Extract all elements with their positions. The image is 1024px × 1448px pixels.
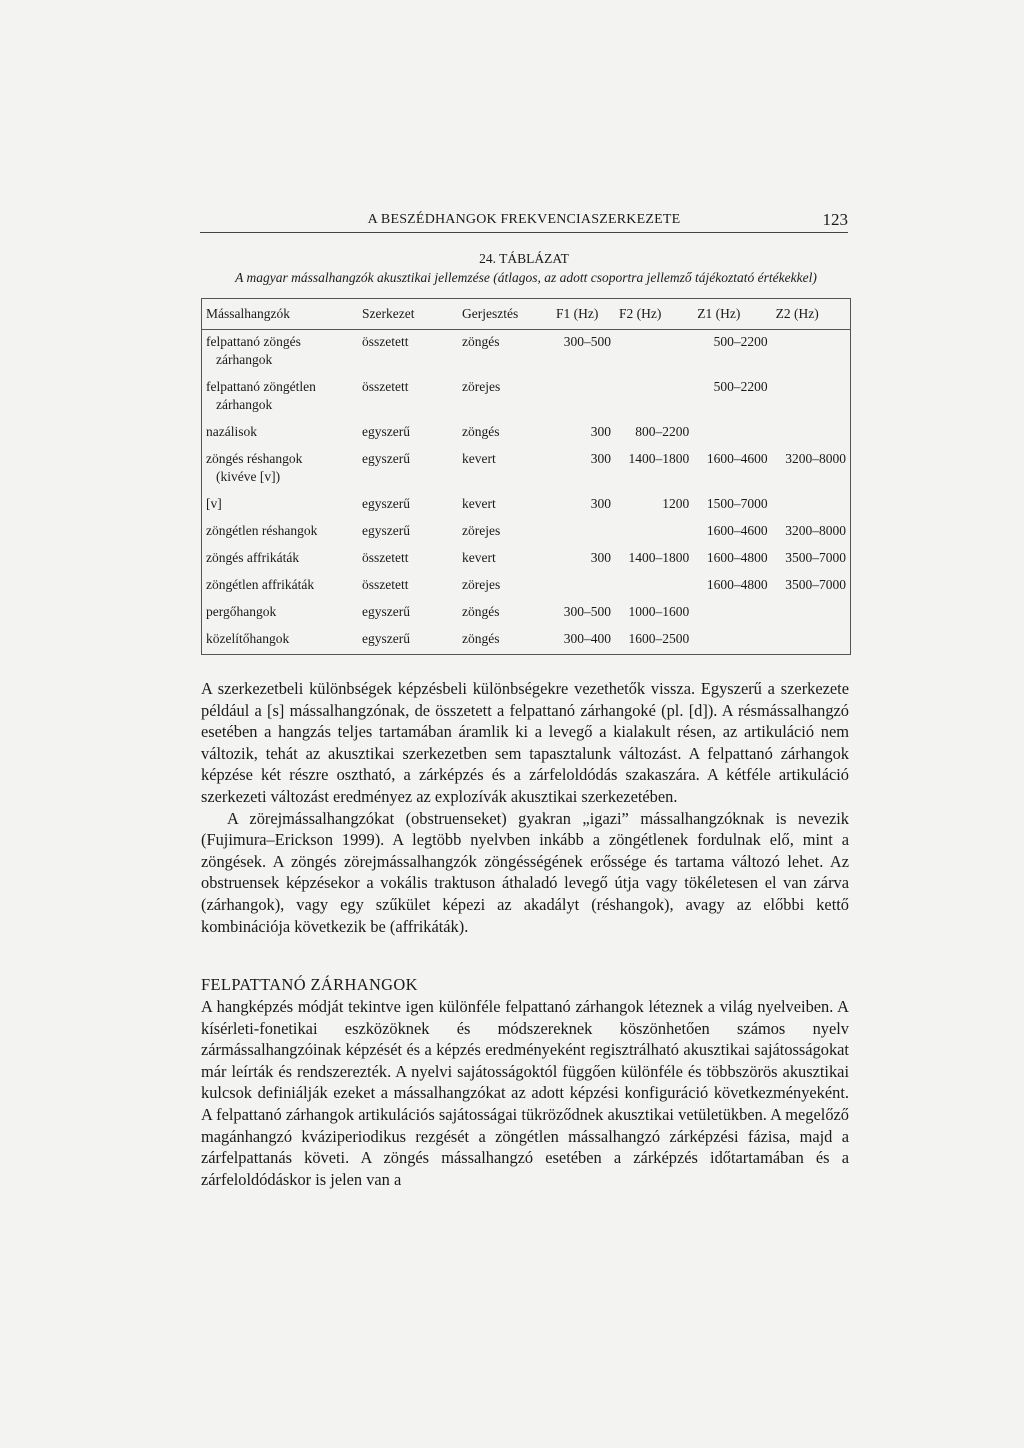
cell-z1: 1600–4800 — [706, 550, 768, 565]
cell-z1 — [693, 600, 771, 627]
cell-szerkezet: összetett — [362, 334, 409, 349]
consonant-group-name: felpattanó zöngétlen — [206, 379, 316, 394]
cell-szerkezet: összetett — [362, 379, 409, 394]
consonant-group-name: zöngétlen affrikáták — [206, 577, 315, 592]
col-header-szerkezet: Szerkezet — [358, 299, 458, 330]
cell-z1: 1600–4800 — [706, 577, 768, 592]
cell-consonant-group — [202, 330, 358, 376]
cell-f2: 1200 — [662, 496, 690, 511]
running-header — [200, 212, 848, 233]
cell-gerjesztes: zöngés — [462, 631, 500, 646]
table-row — [202, 627, 850, 654]
consonant-group-name: zöngés affrikáták — [206, 550, 300, 565]
cell-gerjesztes: zörejes — [462, 577, 501, 592]
cell-consonant-group — [202, 546, 358, 573]
cell-z2: 3500–7000 — [785, 577, 846, 592]
cell-szerkezet: egyszerű — [362, 631, 410, 646]
cell-f1: 300 — [590, 496, 611, 511]
cell-consonant-group — [202, 420, 358, 447]
consonant-group-name: zöngétlen réshangok — [206, 523, 318, 538]
consonant-table — [201, 298, 851, 655]
col-header-f2: F2 (Hz) — [615, 299, 693, 330]
table-row — [202, 519, 850, 546]
table-row — [202, 375, 850, 420]
cell-consonant-group — [202, 627, 358, 654]
cell-gerjesztes: zöngés — [462, 334, 500, 349]
cell-z1: 1500–7000 — [706, 496, 768, 511]
cell-f2 — [615, 375, 693, 420]
table-row — [202, 420, 850, 447]
cell-z2 — [772, 492, 850, 519]
cell-f1: 300 — [590, 424, 611, 439]
cell-z2: 3500–7000 — [785, 550, 846, 565]
consonant-group-name-cont: zárhangok — [216, 352, 273, 367]
cell-z2 — [772, 600, 850, 627]
consonant-group-name: felpattanó zöngés — [206, 334, 301, 349]
cell-szerkezet: egyszerű — [362, 496, 410, 511]
paragraph: A hangképzés módját tekintve igen különféle felpattanó zárhangok léteznek a világ nyelveiben. A kísérleti-fonetikai eszközöknek és módszereknek köszönhetően számos nyelv zármássalhangzóinak képzését és a képzés eredményeként regisztrálható akusztikai sajátosságokat már leírták és rendszerezték. A nyelvi sajátosságoktól függően különféle és többszörös akusztikai kulcsok definiálják ezeket a mássalhangzókat az adott képzési konfiguráció következményeként. A felpattanó zárhangok artikulációs sajátosságai tükröződnek akusztikai vetületükben. A megelőző magánhangzó kváziperiodikus rezgését a zöngétlen mássalhangzó zárképzési fázisa, majd a zárfelpattanás követi. A zöngés mássalhangzó esetében a zárképzés időtartamában és a zárfeloldódáskor is jelen van a — [201, 997, 849, 1189]
col-header-gerjesztes: Gerjesztés — [458, 299, 552, 330]
section-heading: FELPATTANÓ ZÁRHANGOK — [201, 975, 418, 994]
cell-z1: 500–2200 — [713, 334, 768, 349]
cell-consonant-group — [202, 447, 358, 492]
cell-f2: 800–2200 — [635, 424, 690, 439]
table-body — [202, 330, 850, 655]
cell-szerkezet: egyszerű — [362, 523, 410, 538]
cell-f1: 300–500 — [563, 604, 611, 619]
cell-z1: 500–2200 — [713, 379, 768, 394]
cell-z1 — [693, 420, 771, 447]
cell-szerkezet: egyszerű — [362, 604, 410, 619]
cell-z2: 3200–8000 — [785, 451, 846, 466]
col-header-z2: Z2 (Hz) — [772, 299, 850, 330]
paragraph: A zörejmássalhangzókat (obstruenseket) gyakran „igazi” mássalhangzóknak is nevezik (Fujimura–Erickson 1999). A legtöbb nyelvben inkább a zöngétlenek fordulnak elő, mint a zöngések. A zöngés zörejmássalhangzók zöngésségének erőssége és tartama változó lehet. Az obstruensek képzésekor a vokális traktuson áthaladó levegő útja vagy tökéletesen el van zárva (zárhangok), vagy egy szűkület képezi az akadályt (réshangok), avagy az előbbi kettő kombinációja következik be (affrikáták). — [201, 808, 849, 936]
cell-z2 — [772, 420, 850, 447]
col-header-massalhangzok: Mássalhangzók — [202, 299, 358, 330]
page-number: 123 — [822, 210, 848, 229]
cell-f2: 1400–1800 — [628, 451, 690, 466]
cell-consonant-group — [202, 492, 358, 519]
cell-f2 — [615, 330, 693, 376]
cell-szerkezet: egyszerű — [362, 451, 410, 466]
table-row — [202, 546, 850, 573]
consonant-group-name-cont: zárhangok — [216, 397, 273, 412]
cell-szerkezet: összetett — [362, 577, 409, 592]
cell-gerjesztes: zöngés — [462, 424, 500, 439]
cell-z2 — [772, 375, 850, 420]
cell-f1 — [552, 573, 615, 600]
consonant-group-name: pergőhangok — [206, 604, 277, 619]
cell-f1: 300 — [590, 550, 611, 565]
cell-z2 — [772, 330, 850, 376]
cell-f1: 300–400 — [563, 631, 611, 646]
cell-consonant-group — [202, 375, 358, 420]
cell-z2: 3200–8000 — [785, 523, 846, 538]
cell-f1 — [552, 375, 615, 420]
cell-szerkezet: egyszerű — [362, 424, 410, 439]
col-header-z1: Z1 (Hz) — [693, 299, 771, 330]
cell-f2: 1600–2500 — [628, 631, 690, 646]
cell-f2: 1000–1600 — [628, 604, 690, 619]
cell-z1 — [693, 627, 771, 654]
consonant-group-name-cont: (kivéve [v]) — [216, 469, 281, 484]
cell-f1 — [552, 519, 615, 546]
cell-consonant-group — [202, 600, 358, 627]
col-header-f1: F1 (Hz) — [552, 299, 615, 330]
consonant-group-name: közelítőhangok — [206, 631, 290, 646]
cell-gerjesztes: kevert — [462, 550, 496, 565]
table-row — [202, 330, 850, 376]
cell-z1: 1600–4600 — [706, 451, 768, 466]
cell-z2 — [772, 627, 850, 654]
table-row — [202, 447, 850, 492]
cell-gerjesztes: kevert — [462, 451, 496, 466]
cell-szerkezet: összetett — [362, 550, 409, 565]
cell-consonant-group — [202, 519, 358, 546]
consonant-group-name: nazálisok — [206, 424, 257, 439]
body-text — [201, 678, 849, 937]
running-header-title: A BESZÉDHANGOK FREKVENCIASZERKEZETE — [367, 212, 681, 227]
cell-f2 — [615, 573, 693, 600]
cell-f1: 300–500 — [563, 334, 611, 349]
consonant-group-name: [v] — [206, 496, 222, 511]
table-row — [202, 600, 850, 627]
table-caption: A magyar mássalhangzók akusztikai jellemzése (átlagos, az adott csoportra jellemző tájékoztató értékekkel) — [235, 270, 817, 285]
table-header-row — [202, 299, 850, 330]
cell-f1: 300 — [590, 451, 611, 466]
table-row — [202, 492, 850, 519]
cell-f2: 1400–1800 — [628, 550, 690, 565]
cell-consonant-group — [202, 573, 358, 600]
cell-gerjesztes: zörejes — [462, 523, 501, 538]
consonant-group-name: zöngés réshangok — [206, 451, 303, 466]
section-body — [201, 996, 849, 1190]
paragraph: A szerkezetbeli különbségek képzésbeli különbségekre vezethetők vissza. Egyszerű a szerkezete például a [s] mássalhangzónak, de összetett a felpattanó zárhangoké (pl. [d]). A résmássalhangzó esetében a hangzás teljes tartamában áramlik ki a levegő a kialakult résen, az artikuláció nem változik, tehát az akusztikai szerkezetben sem tapasztalunk változást. A felpattanó zárhangok képzése két részre osztható, a zárképzés és a zárfeloldódás szakaszára. A kétféle artikuláció szerkezeti változást eredményez az explozívák akusztikai szerkezetében. — [201, 679, 849, 806]
cell-z1: 1600–4600 — [706, 523, 768, 538]
cell-f2 — [615, 519, 693, 546]
cell-gerjesztes: zöngés — [462, 604, 500, 619]
cell-gerjesztes: kevert — [462, 496, 496, 511]
table-number: 24. TÁBLÁZAT — [479, 251, 569, 266]
cell-gerjesztes: zörejes — [462, 379, 501, 394]
table-row — [202, 573, 850, 600]
